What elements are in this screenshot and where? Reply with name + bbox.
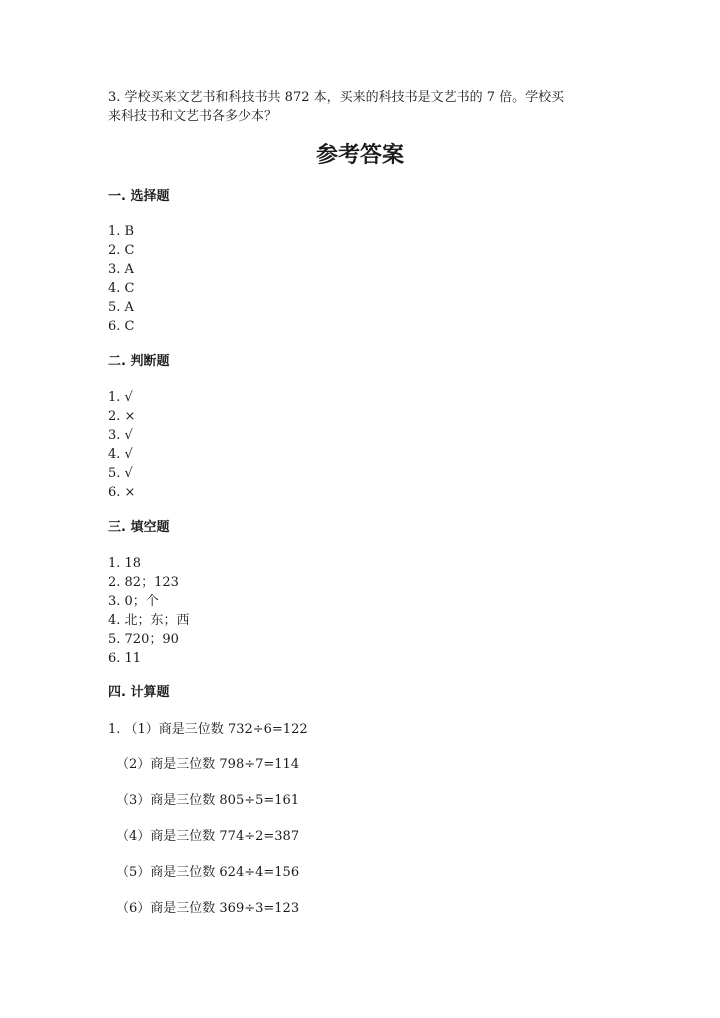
answer-item: 5. A: [108, 300, 134, 315]
question-line-1: 3. 学校买来文艺书和科技书共 872 本，买来的科技书是文艺书的 7 倍。学校买: [108, 90, 565, 105]
answer-item: 4. 北；东；西: [108, 613, 190, 628]
answer-item: 4. √: [108, 447, 133, 462]
answer-item: 6. C: [108, 319, 135, 334]
section-heading-calculation: 四. 计算题: [108, 685, 170, 700]
section-heading-choice: 一. 选择题: [108, 189, 170, 204]
answer-title: 参考答案: [315, 143, 404, 168]
answer-item: 4. C: [108, 281, 135, 296]
calc-item: （4）商是三位数 774÷2=387: [116, 829, 300, 844]
answer-item: 3. A: [108, 262, 134, 277]
answer-item: 5. 720；90: [108, 632, 179, 647]
calc-item: 1. （1）商是三位数 732÷6=122: [108, 722, 308, 737]
section-heading-judgment: 二. 判断题: [108, 354, 170, 369]
answer-item: 5. √: [108, 466, 133, 481]
calc-item: （3）商是三位数 805÷5=161: [116, 793, 300, 808]
answer-item: 2. C: [108, 243, 135, 258]
calc-item: （5）商是三位数 624÷4=156: [116, 865, 300, 880]
answer-item: 2. ×: [108, 409, 136, 424]
answer-item: 6. 11: [108, 651, 142, 666]
answer-item: 3. √: [108, 428, 133, 443]
calc-item: （2）商是三位数 798÷7=114: [116, 757, 300, 772]
answer-item: 3. 0；个: [108, 594, 159, 609]
answer-item: 2. 82；123: [108, 575, 179, 590]
answer-item: 1. √: [108, 390, 133, 405]
answer-item: 6. ×: [108, 485, 136, 500]
section-heading-fill-blank: 三. 填空题: [108, 520, 170, 535]
answer-item: 1. 18: [108, 556, 142, 571]
answer-item: 1. B: [108, 224, 135, 239]
calc-item: （6）商是三位数 369÷3=123: [116, 901, 300, 916]
question-line-2: 来科技书和文艺书各多少本？: [108, 109, 278, 124]
